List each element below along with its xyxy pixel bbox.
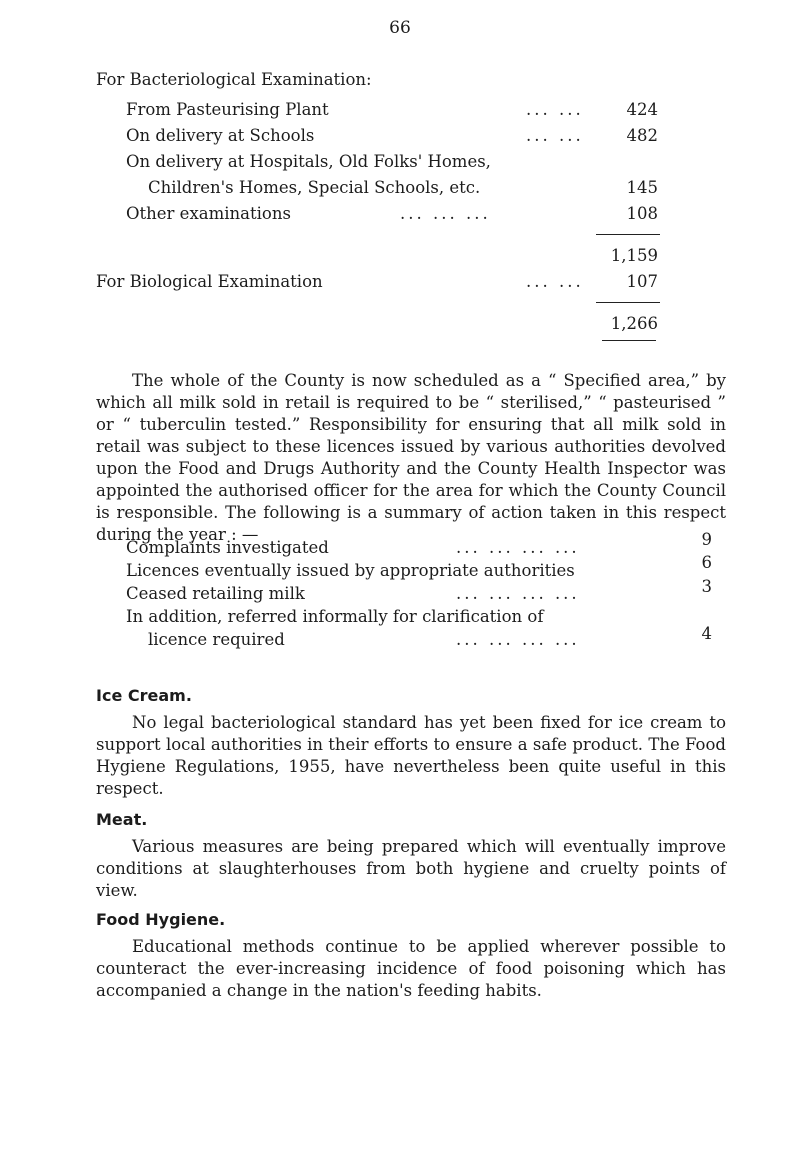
biological-value: 107 bbox=[626, 272, 658, 291]
food-hygiene-heading: Food Hygiene. bbox=[96, 910, 226, 929]
total-rule-top bbox=[596, 302, 660, 303]
subtotal-rule bbox=[596, 234, 660, 235]
page-number: 66 bbox=[389, 18, 411, 38]
row-other-label: Other examinations bbox=[126, 204, 291, 223]
total-rule-bottom bbox=[602, 340, 656, 341]
row-schools-leader: ... ... bbox=[526, 126, 584, 145]
summary-licences-label: Licences eventually issued by appropriate authorities bbox=[126, 561, 575, 580]
row-other-leader: ... ... ... bbox=[400, 204, 491, 223]
summary-ceased-label: Ceased retailing milk bbox=[126, 584, 305, 603]
summary-referred-value: 4 bbox=[701, 624, 712, 643]
row-schools-label: On delivery at Schools bbox=[126, 126, 315, 145]
ice-cream-paragraph: No legal bacteriological standard has yet been fixed for ice cream to support local authorities in their efforts to ensure a safe product. The Food Hygiene Regulations, 1955, have nevertheless been quite useful in this respect. bbox=[96, 713, 726, 798]
row-hospitals-label-1: On delivery at Hospitals, Old Folks' Homes, bbox=[126, 152, 491, 171]
total-value: 1,266 bbox=[610, 314, 658, 333]
summary-ceased-value: 3 bbox=[701, 577, 712, 596]
summary-complaints-value: 9 bbox=[701, 530, 712, 549]
specified-area-paragraph: The whole of the County is now scheduled as a “ Specified area,” by which all milk sold in retail is required to be “ sterilised,” “ pasteurised ” or “ tuberculin tested.” Responsibility for ensuring that all milk sold in retail was subject to these licences issued by various authorities devolved upon the Food and Drugs Authority and the County Health Inspector was appointed the authorised officer for the area for which the County Council is responsible. The following is a summary of action taken in this respect during the year : — bbox=[96, 371, 726, 544]
meat-paragraph: Various measures are being prepared which will eventually improve conditions at slaughterhouses from both hygiene and cruelty points of view. bbox=[96, 837, 726, 900]
summary-complaints-leader: ... ... ... ... bbox=[456, 538, 580, 557]
row-pasteurising-label: From Pasteurising Plant bbox=[126, 100, 329, 119]
biological-leader: ... ... bbox=[526, 272, 584, 291]
biological-label: For Biological Examination bbox=[96, 272, 323, 291]
bacteriological-heading: For Bacteriological Examination: bbox=[96, 70, 372, 89]
food-hygiene-paragraph: Educational methods continue to be applied wherever possible to counteract the ever-increasing incidence of food poisoning which has accompanied a change in the nation's feeding habits. bbox=[96, 937, 726, 1000]
row-hospitals-label-2: Children's Homes, Special Schools, etc. bbox=[148, 178, 481, 197]
row-pasteurising-leader: ... ... bbox=[526, 100, 584, 119]
summary-referred-label-2: licence required bbox=[148, 630, 285, 649]
row-other-value: 108 bbox=[626, 204, 658, 223]
ice-cream-heading: Ice Cream. bbox=[96, 686, 192, 705]
summary-ceased-leader: ... ... ... ... bbox=[456, 584, 580, 603]
summary-referred-leader: ... ... ... ... bbox=[456, 630, 580, 649]
summary-referred-label-1: In addition, referred informally for clarification of bbox=[126, 607, 544, 626]
subtotal-value: 1,159 bbox=[610, 246, 658, 265]
row-schools-value: 482 bbox=[626, 126, 658, 145]
row-pasteurising-value: 424 bbox=[626, 100, 658, 119]
summary-licences-value: 6 bbox=[701, 553, 712, 572]
meat-heading: Meat. bbox=[96, 810, 148, 829]
summary-complaints-label: Complaints investigated bbox=[126, 538, 329, 557]
row-hospitals-value: 145 bbox=[626, 178, 658, 197]
